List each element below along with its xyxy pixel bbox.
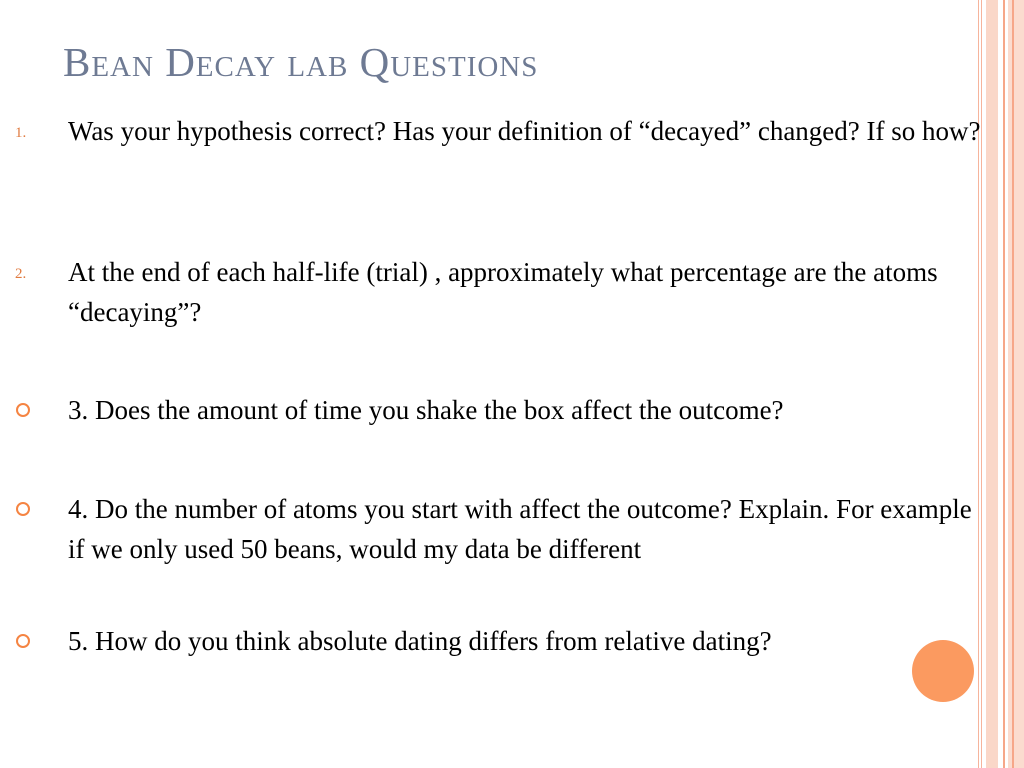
list-item: 3. Does the amount of time you shake the box affect the outcome? bbox=[68, 395, 784, 425]
bullet-ring-icon bbox=[16, 634, 30, 648]
decorative-circle bbox=[912, 640, 974, 702]
list-item: 4. Do the number of atoms you start with affect the outcome? Explain. For example if we only used 50 beans, would my data be different bbox=[68, 494, 972, 564]
list-number: 1. bbox=[15, 125, 27, 141]
bullet-ring-icon bbox=[16, 403, 30, 417]
list-item: 5. How do you think absolute dating differs from relative dating? bbox=[68, 626, 772, 656]
list-number: 2. bbox=[15, 266, 27, 282]
decorative-stripe bbox=[1012, 0, 1014, 768]
decorative-stripe bbox=[1008, 0, 1024, 768]
bullet-ring-icon bbox=[16, 502, 30, 516]
decorative-stripe bbox=[1003, 0, 1005, 768]
slide-title: Bean Decay lab Questions bbox=[63, 39, 539, 85]
list-item: Was your hypothesis correct? Has your definition of “decayed” changed? If so how? bbox=[68, 116, 981, 146]
list-item: At the end of each half-life (trial) , approximately what percentage are the atoms “decaying”? bbox=[68, 257, 938, 327]
